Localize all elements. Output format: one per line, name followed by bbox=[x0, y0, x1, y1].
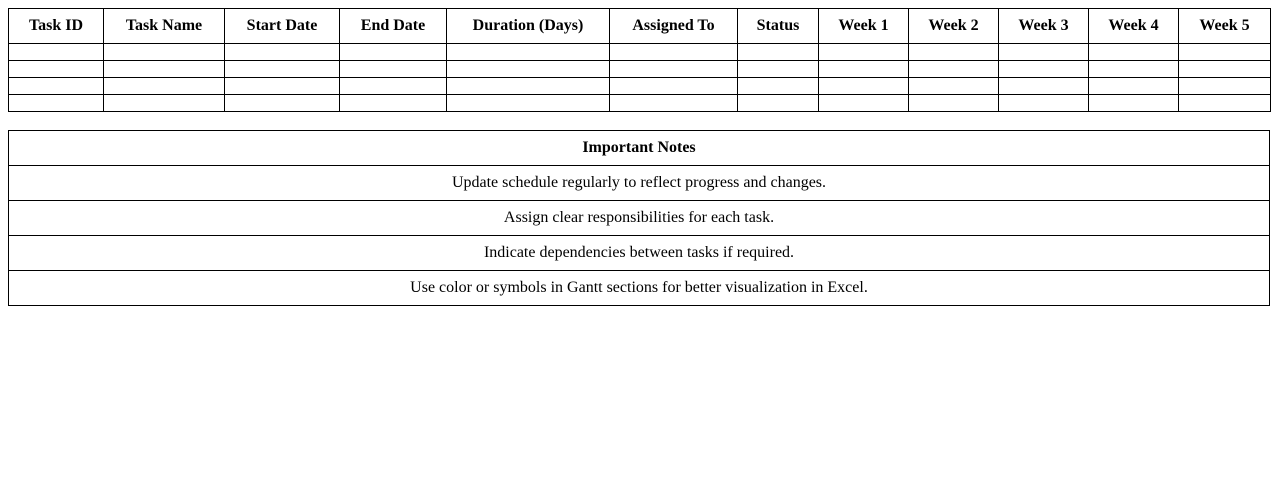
note-text: Indicate dependencies between tasks if required. bbox=[9, 236, 1270, 271]
schedule-header-row bbox=[9, 9, 1271, 44]
schedule-cell[interactable] bbox=[1089, 95, 1179, 112]
schedule-cell[interactable] bbox=[9, 44, 104, 61]
schedule-cell[interactable] bbox=[610, 61, 738, 78]
note-text: Update schedule regularly to reflect progress and changes. bbox=[9, 166, 1270, 201]
schedule-cell[interactable] bbox=[340, 61, 447, 78]
column-header-task-id: Task ID bbox=[9, 9, 104, 44]
schedule-cell[interactable] bbox=[1089, 44, 1179, 61]
schedule-cell[interactable] bbox=[819, 44, 909, 61]
schedule-cell[interactable] bbox=[909, 78, 999, 95]
schedule-cell[interactable] bbox=[104, 61, 225, 78]
schedule-cell[interactable] bbox=[340, 44, 447, 61]
schedule-cell[interactable] bbox=[909, 61, 999, 78]
schedule-cell[interactable] bbox=[447, 95, 610, 112]
schedule-cell[interactable] bbox=[1179, 44, 1271, 61]
schedule-cell[interactable] bbox=[9, 95, 104, 112]
schedule-cell[interactable] bbox=[447, 78, 610, 95]
schedule-cell[interactable] bbox=[610, 44, 738, 61]
schedule-cell[interactable] bbox=[738, 95, 819, 112]
schedule-cell[interactable] bbox=[104, 95, 225, 112]
schedule-table bbox=[8, 8, 1271, 112]
schedule-cell[interactable] bbox=[225, 95, 340, 112]
column-header-week-2: Week 2 bbox=[909, 9, 999, 44]
column-header-duration: Duration (Days) bbox=[447, 9, 610, 44]
column-header-status: Status bbox=[738, 9, 819, 44]
note-text: Use color or symbols in Gantt sections for better visualization in Excel. bbox=[9, 271, 1270, 306]
column-header-week-1: Week 1 bbox=[819, 9, 909, 44]
column-header-assigned-to: Assigned To bbox=[610, 9, 738, 44]
schedule-cell[interactable] bbox=[9, 78, 104, 95]
schedule-row bbox=[9, 44, 1271, 61]
column-header-week-4: Week 4 bbox=[1089, 9, 1179, 44]
column-header-week-3: Week 3 bbox=[999, 9, 1089, 44]
note-row bbox=[9, 166, 1270, 201]
schedule-cell[interactable] bbox=[909, 44, 999, 61]
schedule-cell[interactable] bbox=[819, 61, 909, 78]
schedule-cell[interactable] bbox=[104, 44, 225, 61]
schedule-cell[interactable] bbox=[447, 44, 610, 61]
note-text: Assign clear responsibilities for each task. bbox=[9, 201, 1270, 236]
schedule-cell[interactable] bbox=[819, 95, 909, 112]
schedule-cell[interactable] bbox=[909, 95, 999, 112]
schedule-cell[interactable] bbox=[104, 78, 225, 95]
schedule-cell[interactable] bbox=[1179, 95, 1271, 112]
column-header-end-date: End Date bbox=[340, 9, 447, 44]
schedule-cell[interactable] bbox=[610, 78, 738, 95]
schedule-cell[interactable] bbox=[738, 44, 819, 61]
notes-title: Important Notes bbox=[9, 131, 1270, 166]
schedule-body bbox=[9, 44, 1271, 112]
schedule-cell[interactable] bbox=[447, 61, 610, 78]
schedule-cell[interactable] bbox=[999, 95, 1089, 112]
schedule-row bbox=[9, 78, 1271, 95]
notes-table bbox=[8, 130, 1270, 306]
schedule-cell[interactable] bbox=[999, 61, 1089, 78]
column-header-week-5: Week 5 bbox=[1179, 9, 1271, 44]
schedule-cell[interactable] bbox=[999, 44, 1089, 61]
note-row bbox=[9, 201, 1270, 236]
schedule-cell[interactable] bbox=[1089, 78, 1179, 95]
schedule-cell[interactable] bbox=[340, 78, 447, 95]
schedule-row bbox=[9, 95, 1271, 112]
column-header-task-name: Task Name bbox=[104, 9, 225, 44]
column-header-start-date: Start Date bbox=[225, 9, 340, 44]
schedule-cell[interactable] bbox=[225, 44, 340, 61]
note-row bbox=[9, 271, 1270, 306]
schedule-cell[interactable] bbox=[1179, 78, 1271, 95]
schedule-cell[interactable] bbox=[819, 78, 909, 95]
schedule-cell[interactable] bbox=[738, 78, 819, 95]
schedule-row bbox=[9, 61, 1271, 78]
schedule-cell[interactable] bbox=[340, 95, 447, 112]
schedule-cell[interactable] bbox=[1089, 61, 1179, 78]
notes-header-row bbox=[9, 131, 1270, 166]
schedule-cell[interactable] bbox=[738, 61, 819, 78]
schedule-cell[interactable] bbox=[1179, 61, 1271, 78]
schedule-cell[interactable] bbox=[225, 78, 340, 95]
schedule-cell[interactable] bbox=[999, 78, 1089, 95]
schedule-cell[interactable] bbox=[225, 61, 340, 78]
note-row bbox=[9, 236, 1270, 271]
schedule-cell[interactable] bbox=[9, 61, 104, 78]
schedule-cell[interactable] bbox=[610, 95, 738, 112]
